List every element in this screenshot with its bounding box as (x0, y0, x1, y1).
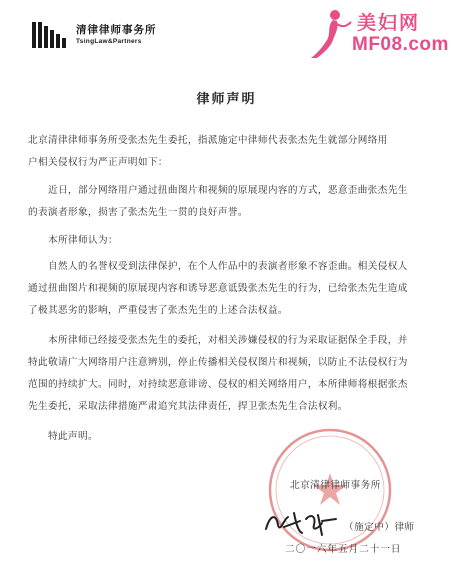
woman-silhouette-icon (297, 6, 355, 62)
signature-date: 二〇一六年五月二十一日 (285, 544, 402, 555)
paragraph-opinion-heading (28, 230, 430, 252)
paragraph-line: 本所律师认为： (48, 235, 118, 246)
paragraph-line: 了极其恶劣的影响，严重侵害了张杰先生的上述合法权益。 (28, 305, 288, 316)
watermark-en: MF08.com (352, 34, 449, 55)
paragraph-intro (28, 130, 430, 174)
firm-logo-cn: 清律律师事务所 (76, 24, 157, 36)
paragraph-line: 特此声明。 (48, 431, 98, 442)
paragraph-line: 通过扭曲图片和视频的原展现内容和诱导恶意诋毁张杰先生的行为，已给张杰先生造成 (28, 283, 408, 294)
paragraph-line: 北京清律律师事务所受张杰先生委托，指派施定中律师代表张杰先生就部分网络用 (28, 135, 388, 146)
paragraph-line: 自然人的名誉权受到法律保护，在个人作品中的表演者形象不容歪曲。相关侵权人 (48, 261, 408, 272)
paragraph-line: 近日，部分网络用户通过扭曲图片和视频的原展现内容的方式，恶意歪曲张杰先生 (48, 185, 408, 196)
watermark-cn: 美妇网 (357, 12, 421, 34)
firm-logo-en: TsingLaw&Partners (76, 38, 142, 45)
paragraph-actions (28, 330, 430, 418)
handwritten-signature-icon (260, 505, 350, 539)
paragraph-line: 范围的持续扩大。同时，对持续恶意诽谤、侵权的相关网络用户，本所律师将根据张杰 (28, 379, 408, 390)
paragraph-line: 先生委托，采取法律措施严肃追究其法律责任，捍卫张杰先生合法权利。 (28, 401, 348, 412)
paragraph-legal-basis (28, 256, 430, 322)
signature-firm: 北京清律律师事务所 (290, 480, 381, 491)
paragraph-line: 本所律师已经接受张杰先生的委托，对相关涉嫌侵权的行为采取证据保全手段，并 (48, 335, 408, 346)
firm-logo-mark-icon (30, 20, 70, 50)
site-watermark (297, 6, 447, 62)
paragraph-line: 特此敬请广大网络用户注意辨别，停止传播相关侵权图片和视频，以防止不法侵权行为 (28, 357, 408, 368)
paragraph-line: 户相关侵权行为严正声明如下： (28, 157, 168, 168)
signature-name-line: （施定中）律师 (344, 522, 415, 533)
paragraph-facts (28, 180, 430, 224)
paragraph-line: 的表演者形象，损害了张杰先生一贯的良好声誉。 (28, 207, 248, 218)
firm-logo (30, 20, 160, 52)
page-title: 律师声明 (196, 92, 257, 107)
